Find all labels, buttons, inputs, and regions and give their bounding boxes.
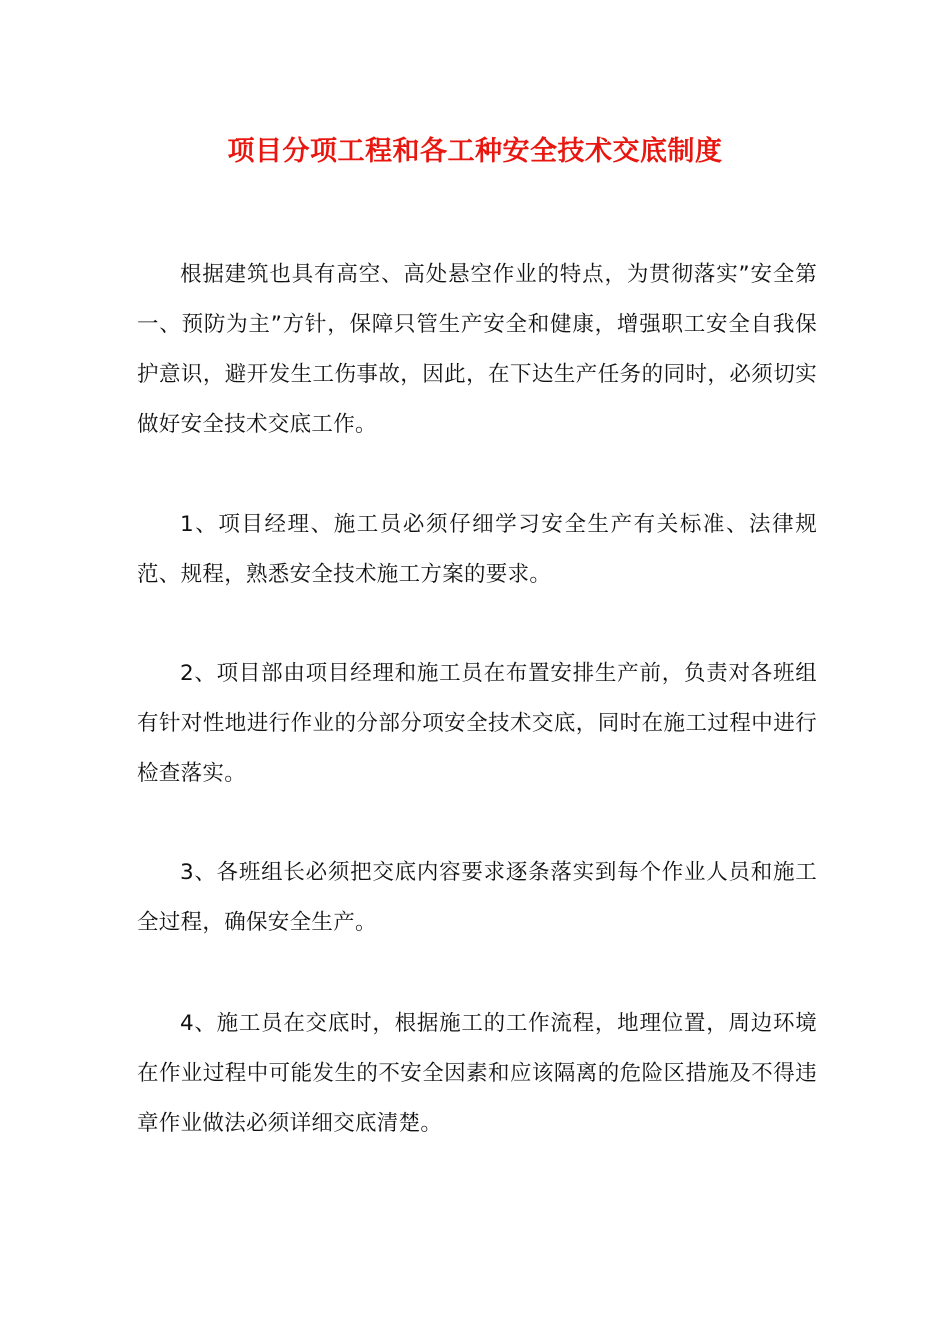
rule-paragraph-3: 3、各班组长必须把交底内容要求逐条落实到每个作业人员和施工全过程，确保安全生产。 (137, 860, 817, 935)
rule-paragraph-4: 4、施工员在交底时，根据施工的工作流程，地理位置，周边环境在作业过程中可能发生的不安全因素和应该隔离的危险区措施及不得违章作业做法必须详细交底清楚。 (137, 1011, 817, 1136)
rule-paragraph-1: 1、项目经理、施工员必须仔细学习安全生产有关标准、法律规范、规程，熟悉安全技术施工方案的要求。 (137, 512, 817, 587)
rule-paragraph-2: 2、项目部由项目经理和施工员在布置安排生产前，负责对各班组有针对性地进行作业的分部分项安全技术交底，同时在施工过程中进行检查落实。 (137, 661, 817, 786)
intro-paragraph: 根据建筑也具有高空、高处悬空作业的特点，为贯彻落实”安全第一、预防为主”方针，保障只管生产安全和健康，增强职工安全自我保护意识，避开发生工伤事故，因此，在下达生产任务的同时，必须切实做好安全技术交底工作。 (137, 262, 817, 437)
document-title: 项目分项工程和各工种安全技术交底制度 (227, 136, 723, 167)
